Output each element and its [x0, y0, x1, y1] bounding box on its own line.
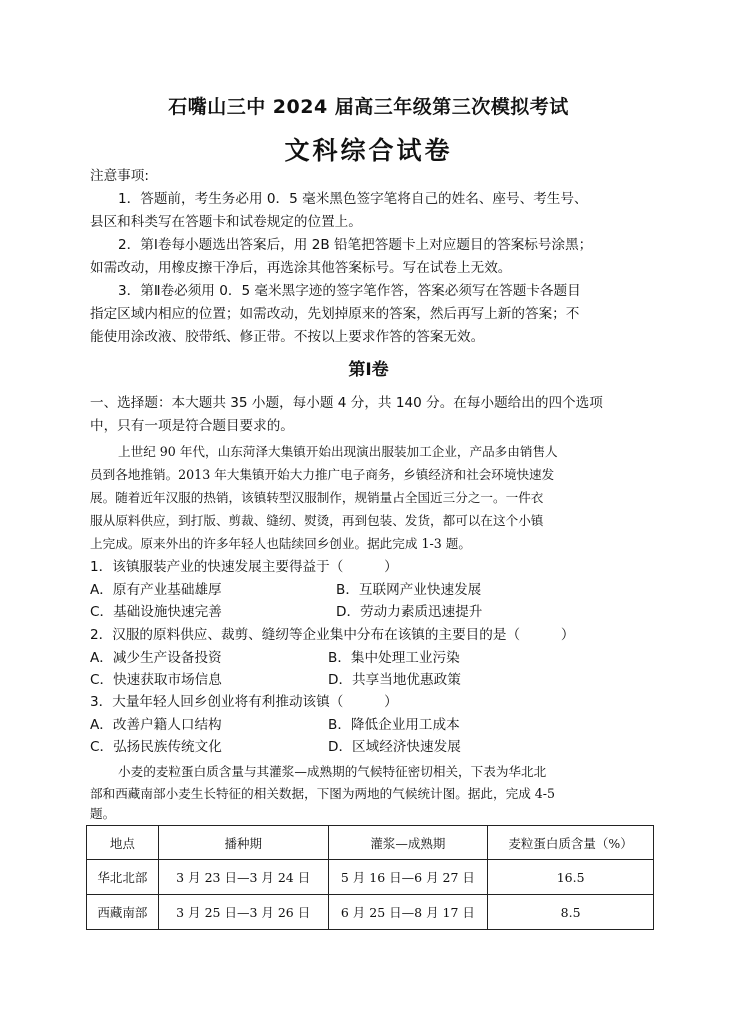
table-cell: 华北北部: [87, 860, 159, 895]
passage-line: 小麦的麦粒蛋白质含量与其灌浆—成熟期的气候特征密切相关，下表为华北北: [118, 764, 547, 779]
table-cell: 3 月 25 日—3 月 26 日: [158, 895, 328, 930]
notice-line: 如需改动，用橡皮擦干净后，再选涂其他答案标号。写在试卷上无效。: [90, 260, 512, 276]
question-stem: 3．大量年轻人回乡创业将有利推动该镇（ ）: [90, 694, 398, 710]
notice-heading: 注意事项:: [90, 168, 149, 184]
passage-line: 展。随着近年汉服的热销，该镇转型汉服制作，规销量占全国近三分之一。一件衣: [90, 490, 544, 505]
table-header-cell: 麦粒蛋白质含量（%）: [488, 826, 654, 860]
table-row: [87, 860, 654, 895]
table-row: [87, 895, 654, 930]
question-stem: 1．该镇服装产业的快速发展主要得益于（ ）: [90, 559, 398, 575]
option-b: B．集中处理工业污染: [328, 650, 460, 666]
table-cell: 16.5: [488, 860, 654, 895]
table-cell: 8.5: [488, 895, 654, 930]
option-d: D．区域经济快速发展: [328, 739, 461, 755]
wheat-data-table: [86, 825, 654, 930]
question-stem: 2．汉服的原料供应、裁剪、缝纫等企业集中分布在该镇的主要目的是（ ）: [90, 627, 575, 643]
notice-line: 能使用涂改液、胶带纸、修正带。不按以上要求作答的答案无效。: [90, 329, 485, 345]
notice-line: 2．第Ⅰ卷每小题选出答案后，用 2B 铅笔把答题卡上对应题目的答案标号涂黑；: [118, 237, 593, 253]
notice-line: 3．第Ⅱ卷必须用 0．5 毫米黑字迹的签字笔作答，答案必须写在答题卡各题目: [118, 283, 581, 299]
table-header-row: [87, 826, 654, 860]
section-intro: 一、选择题：本大题共 35 小题，每小题 4 分，共 140 分。在每小题给出的四个选项: [90, 395, 603, 411]
option-c: C．基础设施快速完善: [90, 604, 222, 620]
notice-line: 1．答题前，考生务必用 0．5 毫米黑色签字笔将自己的姓名、座号、考生号、: [118, 191, 588, 207]
exam-title: 石嘴山三中 2024 届高三年级第三次模拟考试: [168, 96, 569, 118]
option-c: C．快速获取市场信息: [90, 672, 222, 688]
option-b: B．降低企业用工成本: [328, 717, 460, 733]
passage-line: 上完成。原来外出的许多年轻人也陆续回乡创业。据此完成 1-3 题。: [90, 536, 471, 551]
notice-line: 指定区域内相应的位置；如需改动，先划掉原来的答案，然后再写上新的答案；不: [90, 306, 580, 322]
table-header-cell: 地点: [87, 826, 159, 860]
table-cell: 6 月 25 日—8 月 17 日: [328, 895, 488, 930]
passage-line: 部和西藏南部小麦生长特征的相关数据，下图为两地的气候统计图。据此，完成 4-5: [90, 786, 556, 801]
section-intro: 中，只有一项是符合题目要求的。: [90, 418, 294, 434]
option-b: B．互联网产业快速发展: [336, 582, 482, 598]
option-c: C．弘扬民族传统文化: [90, 739, 222, 755]
table-cell: 西藏南部: [87, 895, 159, 930]
passage-line: 题。: [90, 806, 116, 821]
option-a: A．原有产业基础雄厚: [90, 582, 222, 598]
passage-line: 员到各地推销。2013 年大集镇开始大力推广电子商务，乡镇经济和社会环境快速发: [90, 467, 555, 482]
notice-line: 县区和科类写在答题卡和试卷规定的位置上。: [90, 214, 362, 230]
option-a: A．减少生产设备投资: [90, 650, 222, 666]
option-a: A．改善户籍人口结构: [90, 717, 222, 733]
exam-subtitle: 文科综合试卷: [284, 136, 453, 165]
option-d: D．劳动力素质迅速提升: [336, 604, 483, 620]
table-header-cell: 播种期: [158, 826, 328, 860]
passage-line: 上世纪 90 年代，山东菏泽大集镇开始出现演出服装加工企业，产品多由销售人: [118, 444, 558, 459]
passage-line: 服从原料供应，到打版、剪裁、缝纫、熨烫，再到包装、发货，都可以在这个小镇: [90, 513, 544, 528]
section-title: 第Ⅰ卷: [348, 360, 389, 380]
table-cell: 3 月 23 日—3 月 24 日: [158, 860, 328, 895]
option-d: D．共享当地优惠政策: [328, 672, 461, 688]
table-cell: 5 月 16 日—6 月 27 日: [328, 860, 488, 895]
table-header-cell: 灌浆—成熟期: [328, 826, 488, 860]
